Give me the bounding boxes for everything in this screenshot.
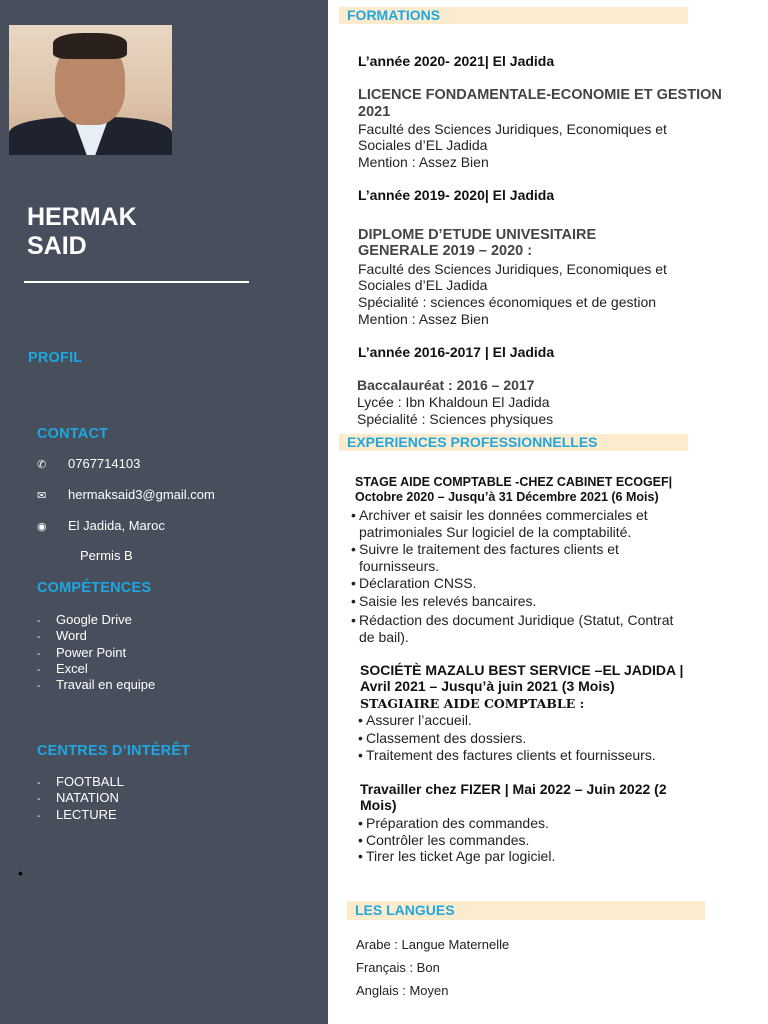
stray-bullet: • bbox=[18, 865, 23, 881]
formation-1-school-l1: Faculté des Sciences Juridiques, Economiques et bbox=[358, 121, 667, 137]
contact-email bbox=[37, 487, 215, 502]
list-item: - Google Drive bbox=[37, 612, 132, 627]
list-item: • Déclaration CNSS. bbox=[351, 575, 477, 591]
formation-2-mention: Mention : Assez Bien bbox=[358, 311, 489, 327]
name-divider bbox=[24, 281, 249, 283]
formation-3-school: Lycée : Ibn Khaldoun El Jadida bbox=[357, 394, 550, 410]
mail-icon: ✉ bbox=[37, 490, 47, 502]
profil-heading: PROFIL bbox=[28, 350, 83, 366]
experience-3-title-l1: Travailler chez FIZER | Mai 2022 – Juin 2022 (2 bbox=[360, 781, 667, 797]
experience-2-title: SOCIÉTÈ MAZALU BEST SERVICE –EL JADIDA | bbox=[360, 662, 684, 678]
contact-heading: CONTACT bbox=[37, 426, 109, 442]
permis-text: Permis B bbox=[80, 548, 133, 563]
experience-1-dates: Octobre 2020 – Jusqu’à 31 Décembre 2021 (6 Mois) bbox=[355, 490, 659, 504]
langue-item: Arabe : Langue Maternelle bbox=[356, 937, 510, 952]
list-item-cont: de bail). bbox=[359, 629, 409, 645]
interets-heading: CENTRES D’INTÉRÊT bbox=[37, 743, 191, 759]
list-item: • Rédaction des document Juridique (Statut, Contrat bbox=[351, 612, 674, 628]
formation-1-year: L’année 2020- 2021| El Jadida bbox=[358, 53, 555, 69]
formation-2-year: L’année 2019- 2020| El Jadida bbox=[358, 187, 555, 203]
name-line-2: SAID bbox=[27, 232, 87, 260]
contact-phone bbox=[37, 456, 141, 471]
list-item: • Suivre le traitement des factures clients et bbox=[351, 541, 619, 557]
competences-list bbox=[37, 612, 155, 693]
formation-1-degree-l2: 2021 bbox=[358, 104, 391, 120]
email-text[interactable]: hermaksaid3@gmail.com bbox=[68, 487, 215, 502]
location-text: El Jadida, Maroc bbox=[68, 518, 165, 533]
list-item: - FOOTBALL bbox=[37, 774, 124, 789]
experience-3-title-l2: Mois) bbox=[360, 797, 397, 813]
interets-list bbox=[37, 774, 124, 823]
formation-2-degree-l2: GENERALE 2019 – 2020 : bbox=[358, 243, 533, 259]
formations-heading: FORMATIONS bbox=[339, 7, 688, 24]
langue-item: Français : Bon bbox=[356, 960, 440, 975]
sidebar bbox=[0, 0, 328, 1024]
list-item: • Assurer l’accueil. bbox=[358, 712, 472, 728]
experiences-heading: EXPERIENCES PROFESSIONNELLES bbox=[339, 434, 688, 451]
formation-1-mention: Mention : Assez Bien bbox=[358, 154, 489, 170]
list-item: • Contrôler les commandes. bbox=[358, 832, 530, 848]
list-item: - LECTURE bbox=[37, 806, 117, 822]
formation-3-year: L’année 2016-2017 | El Jadida bbox=[358, 344, 555, 360]
candidate-name bbox=[27, 203, 137, 261]
formation-3-degree: Baccalauréat : 2016 – 2017 bbox=[357, 377, 535, 393]
langue-item: Anglais : Moyen bbox=[356, 983, 449, 998]
list-item-cont: fournisseurs. bbox=[359, 558, 440, 574]
langues-heading: LES LANGUES bbox=[347, 901, 705, 920]
formation-2-school-l1: Faculté des Sciences Juridiques, Economiques et bbox=[358, 261, 667, 277]
list-item: • Préparation des commandes. bbox=[358, 815, 549, 831]
formation-2-school-l2: Sociales d’EL Jadida bbox=[358, 277, 488, 293]
list-item: • Traitement des factures clients et fournisseurs. bbox=[358, 747, 656, 763]
formation-2-degree-l1: DIPLOME D’ETUDE UNIVESITAIRE bbox=[358, 227, 597, 243]
experience-2-dates: Avril 2021 – Jusqu’à juin 2021 (3 Mois) bbox=[360, 678, 615, 694]
list-item: • Archiver et saisir les données commerciales et bbox=[351, 507, 648, 523]
list-item-cont: patrimoniales Sur logiciel de la comptabilité. bbox=[359, 524, 632, 540]
list-item: - Power Point bbox=[37, 644, 127, 660]
formation-2-specialite: Spécialité : sciences économiques et de gestion bbox=[358, 294, 657, 310]
experience-2-role: STAGIAIRE AIDE COMPTABLE : bbox=[360, 696, 585, 711]
list-item: • Saisie les relevés bancaires. bbox=[351, 593, 537, 609]
phone-icon: ✆ bbox=[37, 459, 47, 471]
contact-location bbox=[37, 518, 165, 533]
list-item: - Excel bbox=[37, 660, 88, 676]
list-item: • Classement des dossiers. bbox=[358, 730, 527, 746]
formation-1-degree-l1: LICENCE FONDAMENTALE-ECONOMIE ET GESTION bbox=[358, 87, 722, 103]
formation-1-school-l2: Sociales d’EL Jadida bbox=[358, 137, 488, 153]
competences-heading: COMPÉTENCES bbox=[37, 580, 152, 596]
list-item: - NATATION bbox=[37, 790, 119, 806]
profile-photo bbox=[9, 25, 172, 155]
experience-1-title: STAGE AIDE COMPTABLE -CHEZ CABINET ECOGEF| bbox=[355, 475, 673, 489]
phone-text[interactable]: 0767714103 bbox=[68, 456, 141, 471]
list-item: • Tirer les ticket Age par logiciel. bbox=[358, 848, 556, 864]
list-item: - Word bbox=[37, 628, 87, 644]
location-icon: ◉ bbox=[37, 521, 47, 533]
list-item: - Travail en equipe bbox=[37, 677, 156, 693]
name-line-1: HERMAK bbox=[27, 203, 137, 231]
formation-3-specialite: Spécialité : Sciences physiques bbox=[357, 411, 554, 427]
